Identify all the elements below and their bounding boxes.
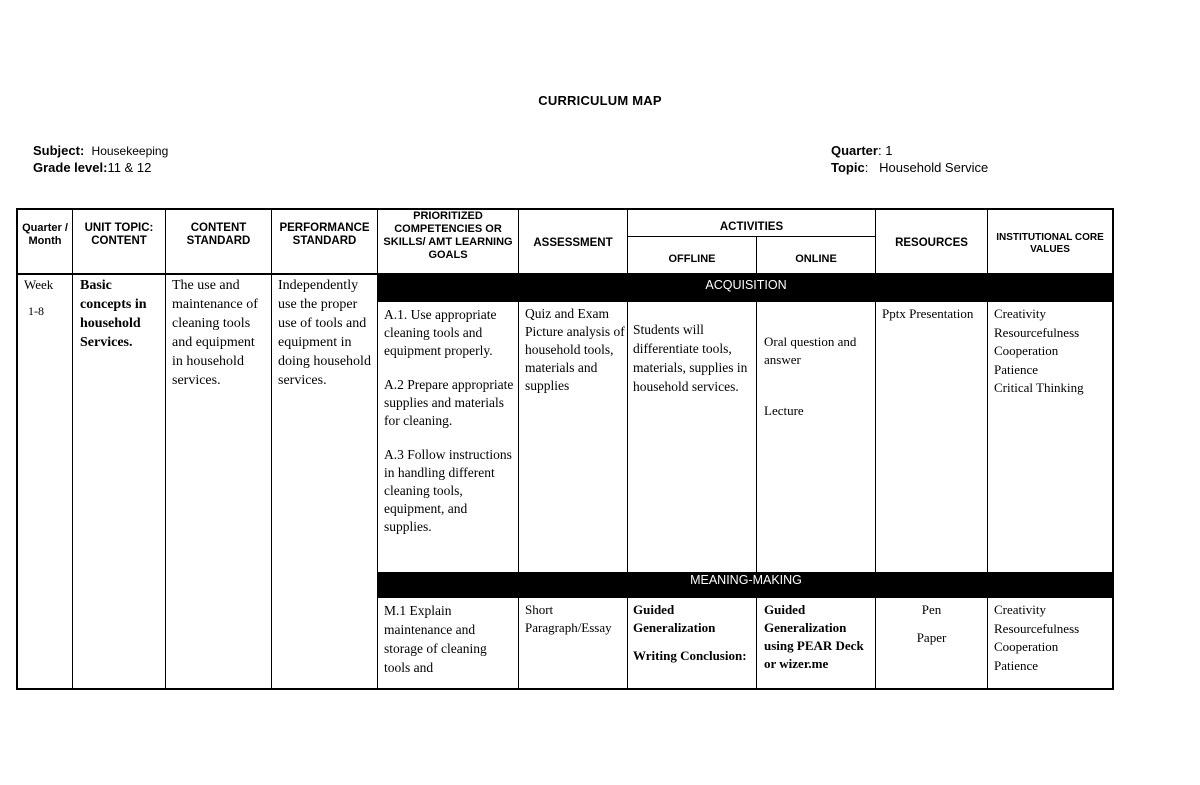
subject-value: Housekeeping (91, 144, 169, 158)
header-content-standard: CONTENT STANDARD (186, 222, 251, 247)
competency-a1: A.1. Use appropriate cleaning tools and equipment properly. (384, 307, 497, 358)
quarter-value: 1 (885, 143, 893, 158)
core-value: Cooperation (994, 343, 1059, 358)
week-label: Week (24, 277, 54, 292)
acquisition-offline: Students will differentiate tools, materials, supplies in household services. (633, 322, 748, 394)
resource-item: Paper (916, 630, 947, 645)
quarter-line: Quarter: 1 (831, 143, 893, 158)
header-core-values: INSTITUTIONAL CORE VALUES (996, 232, 1104, 255)
subject-line: Subject: Housekeeping (33, 143, 169, 158)
meaning-making-offline-1: Guided Generalization (633, 602, 716, 635)
topic-value: Household Service (879, 160, 989, 175)
topic-line: Topic: Household Service (831, 160, 989, 175)
header-quarter: Quarter / Month (22, 222, 68, 247)
core-value: Cooperation (994, 639, 1059, 654)
meaning-making-core-values (994, 601, 1112, 675)
subject-label: Subject (33, 143, 80, 158)
core-value: Patience (994, 657, 1039, 673)
meaning-making-assessment: Short Paragraph/Essay (525, 602, 612, 635)
header-offline: OFFLINE (668, 253, 716, 265)
core-value: Resourcefulness (994, 620, 1080, 636)
grade-label: Grade level (33, 160, 104, 175)
header-unit-topic: UNIT TOPIC: CONTENT (84, 222, 154, 247)
meaning-making-online: Guided Generalization using PEAR Deck or wizer.me (764, 602, 864, 671)
core-value: Critical Thinking (994, 380, 1084, 395)
acquisition-competencies (384, 306, 515, 536)
page-title: CURRICULUM MAP (538, 93, 662, 108)
header-resources: RESOURCES (895, 237, 968, 249)
grade-value: 11 & 12 (107, 160, 152, 175)
competency-a2: A.2 Prepare appropriate supplies and materials for cleaning. (384, 377, 514, 428)
acquisition-band: ACQUISITION (378, 275, 1114, 302)
header-competencies: PRIORITIZED COMPETENCIES OR SKILLS/ AMT LEARNING GOALS (383, 210, 513, 261)
header-assessment: ASSESSMENT (533, 237, 613, 249)
meaning-making-competency: M.1 Explain maintenance and storage of cleaning tools and (384, 603, 487, 675)
header-online: ONLINE (795, 253, 837, 265)
meaning-making-resources (876, 601, 987, 647)
core-value: Creativity (994, 306, 1046, 321)
core-value: Creativity (994, 602, 1046, 617)
topic-label: Topic (831, 160, 865, 175)
content-standard: The use and maintenance of cleaning tools and equipment in household services. (172, 278, 258, 388)
acquisition-resources: Pptx Presentation (882, 306, 974, 321)
meaning-making-band: MEANING-MAKING (378, 572, 1114, 598)
acquisition-core-values (994, 305, 1112, 398)
unit-topic: Basic concepts in household Services. (80, 278, 147, 350)
acquisition-online-2: Lecture (764, 403, 804, 418)
core-value: Patience (994, 361, 1039, 377)
week-range: 1-8 (28, 304, 44, 318)
competency-a3: A.3 Follow instructions in handling different cleaning tools, equipment, and supplies. (384, 447, 512, 534)
header-performance-standard: PERFORMANCE STANDARD (279, 222, 370, 247)
header-activities: ACTIVITIES (719, 221, 784, 233)
resource-item: Pen (921, 602, 942, 617)
acquisition-assessment: Quiz and Exam Picture analysis of household tools, materials and supplies (525, 306, 625, 393)
quarter-label: Quarter (831, 143, 878, 158)
grade-line: Grade level:11 & 12 (33, 160, 152, 175)
core-value: Resourcefulness (994, 324, 1080, 340)
meaning-making-offline-2: Writing Conclusion: (633, 648, 747, 663)
acquisition-online-1: Oral question and answer (764, 334, 857, 367)
performance-standard: Independently use the proper use of tools and equipment in doing household services. (278, 278, 371, 388)
